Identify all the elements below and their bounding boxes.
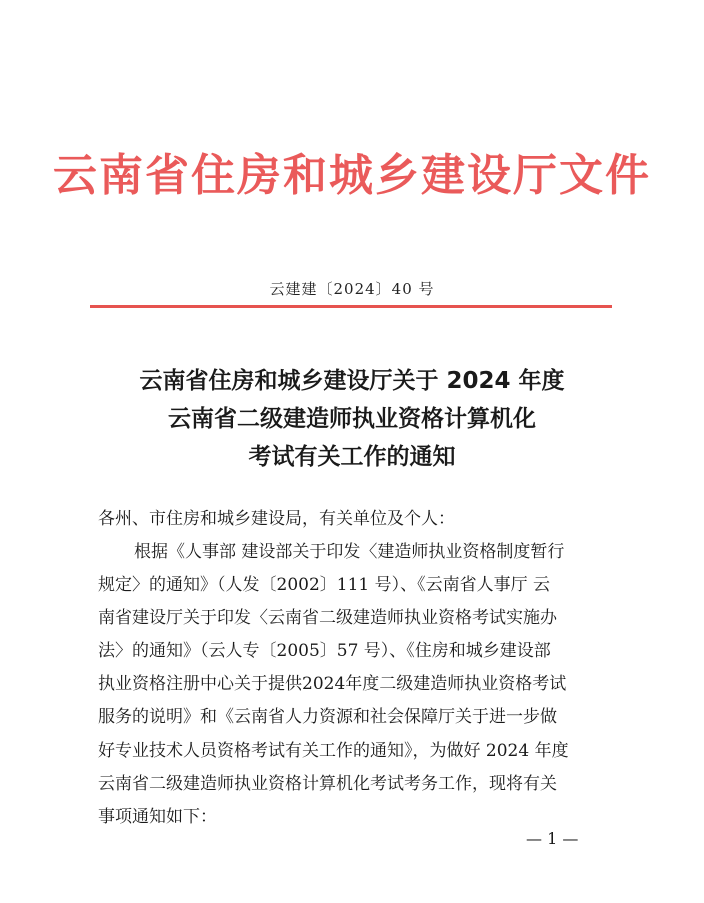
body-line: 好专业技术人员资格考试有关工作的通知》，为做好 2024 年度 — [98, 740, 569, 761]
notice-title-line-2: 云南省二级建造师执业资格计算机化 — [168, 406, 536, 432]
body-paragraph — [98, 536, 598, 834]
body-line: 南省建设厅关于印发〈云南省二级建造师执业资格考试实施办 — [98, 608, 557, 629]
page-number: — 1 — — [526, 829, 579, 848]
notice-title-line-1: 云南省住房和城乡建设厅关于 2024 年度 — [139, 368, 565, 394]
addressee-line: 各州、市住房和城乡建设局，有关单位及个人： — [98, 509, 455, 529]
notice-title-line-3: 考试有关工作的通知 — [248, 444, 456, 470]
body-line: 执业资格注册中心关于提供2024年度二级建造师执业资格考试 — [98, 674, 567, 695]
masthead-title: 云南省住房和城乡建设厅文件 — [53, 150, 651, 201]
body-line: 根据《人事部 建设部关于印发〈建造师执业资格制度暂行 — [134, 542, 565, 562]
body-line: 法〉的通知》（云人专〔2005〕57 号）、《住房和城乡建设部 — [98, 641, 551, 662]
notice-title — [0, 362, 704, 476]
document-number: 云建建〔2024〕40 号 — [269, 280, 435, 298]
red-divider-line — [90, 305, 612, 308]
body-line: 事项通知如下： — [98, 806, 217, 827]
body-line: 服务的说明》和《云南省人力资源和社会保障厅关于进一步做 — [98, 707, 557, 728]
body-line: 规定〉的通知》（人发〔2002〕111 号）、《云南省人事厅 云 — [98, 575, 551, 596]
body-line: 云南省二级建造师执业资格计算机化考试考务工作，现将有关 — [98, 773, 557, 794]
